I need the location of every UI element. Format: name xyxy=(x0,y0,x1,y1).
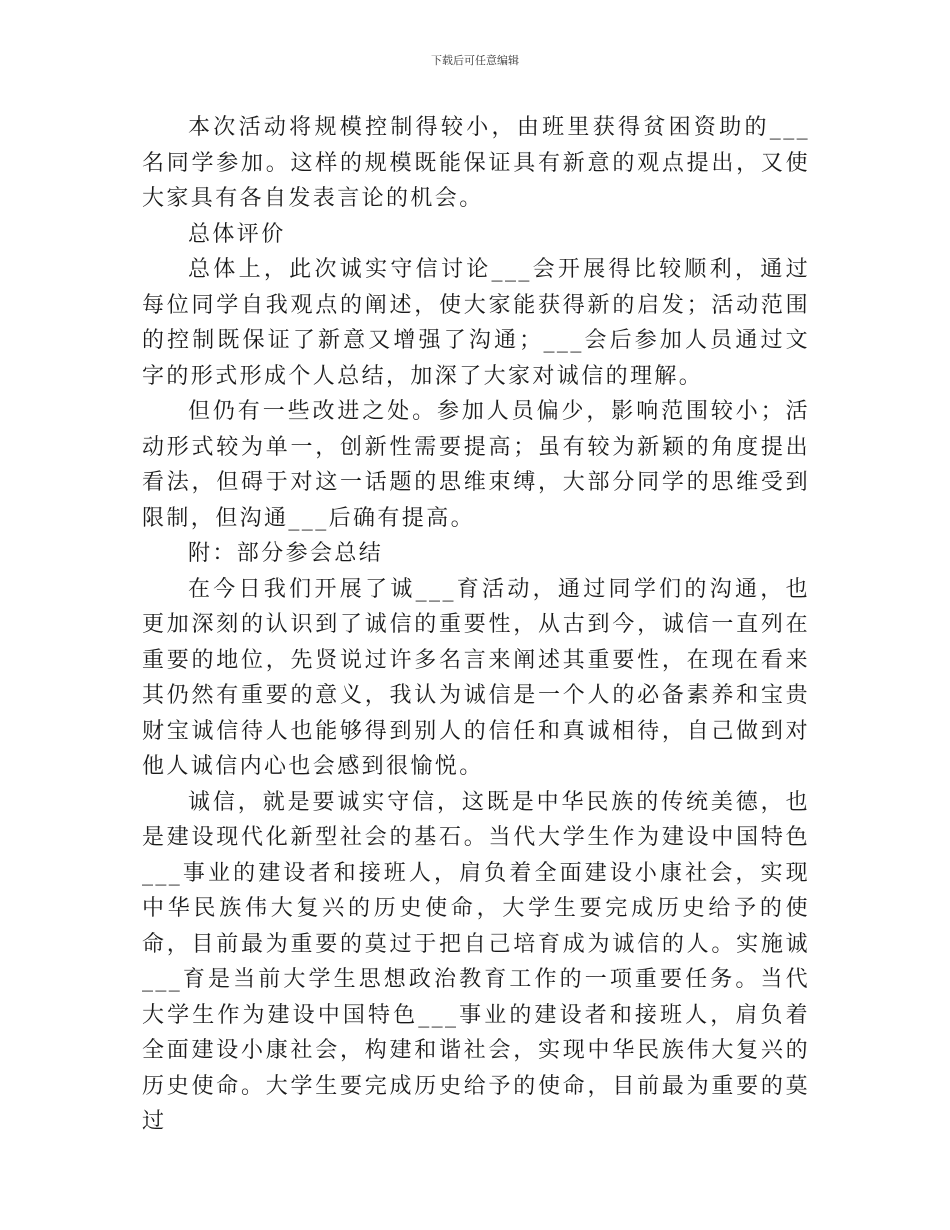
paragraph-activity-scale: 本次活动将规模控制得较小，由班里获得贫困资助的___名同学参加。这样的规模既能保证具有新意的观点提出，又使大家具有各自发表言论的机会。 xyxy=(142,115,810,211)
paragraph-improvements: 但仍有一些改进之处。参加人员偏少，影响范围较小；活动形式较为单一，创新性需要提高；虽有较为新颖的角度提出看法，但碍于对这一话题的思维束缚，大部分同学的思维受到限制，但沟通___后确有提高。 xyxy=(142,399,810,531)
document-body xyxy=(142,110,810,1140)
section-heading-appendix: 附：部分参会总结 xyxy=(188,541,384,566)
paragraph-participant-summary: 在今日我们开展了诚___育活动，通过同学们的沟通，也更加深刻的认识到了诚信的重要性，从古到今，诚信一直列在重要的地位，先贤说过许多名言来阐述其重要性，在现在看来其仍然有重要的意义，我认为诚信是一个人的必备素养和宝贵财宝诚信待人也能够得到别人的信任和真诚相待，自己做到对他人诚信内心也会感到很愉悦。 xyxy=(142,576,810,779)
paragraph-overall-evaluation: 总体上，此次诚实守信讨论___会开展得比较顺利，通过每位同学自我观点的阐述，使大家能获得新的启发；活动范围的控制既保证了新意又增强了沟通；___会后参加人员通过文字的形式形成个人总结，加深了大家对诚信的理解。 xyxy=(142,257,810,389)
section-heading-overall-evaluation: 总体评价 xyxy=(188,221,286,247)
page-header-note: 下载后可任意编辑 xyxy=(431,54,519,67)
paragraph-integrity-essay: 诚信，就是要诚实守信，这既是中华民族的传统美德，也是建设现代化新型社会的基石。当代大学生作为建设中国特色___事业的建设者和接班人，肩负着全面建设小康社会，实现中华民族伟大复兴的历史使命，大学生要完成历史给予的使命，目前最为重要的莫过于把自己培育成为诚信的人。实施诚___育是当前大学生思想政治教育工作的一项重要任务。当代大学生作为建设中国特色___事业的建设者和接班人，肩负着全面建设小康社会，构建和谐社会，实现中华民族伟大复兴的历史使命。大学生要完成历史给予的使命，目前最为重要的莫过 xyxy=(142,789,810,1134)
